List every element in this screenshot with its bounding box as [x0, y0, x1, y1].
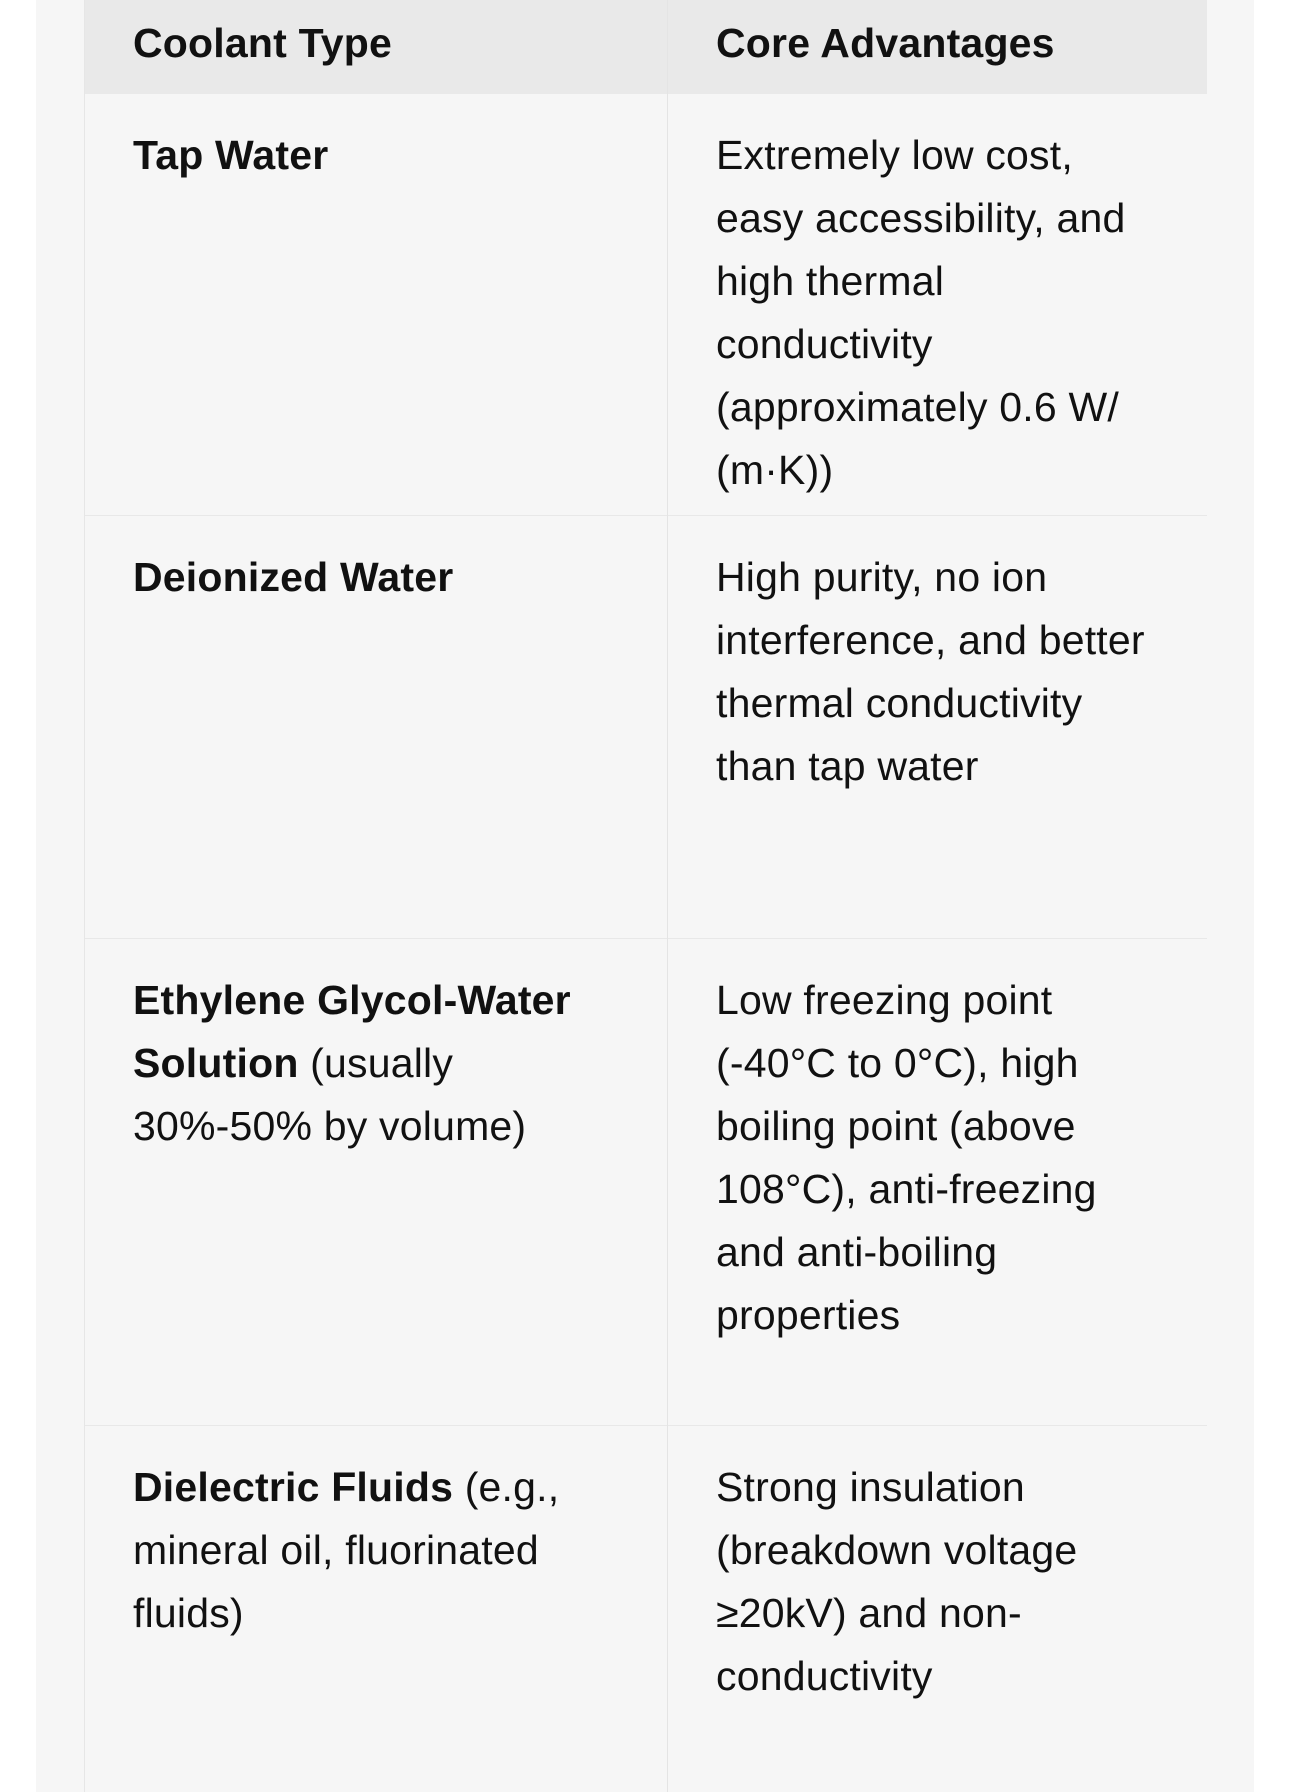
- advantage-line: (approximately 0.6 W/: [716, 384, 1119, 430]
- advantage-line: Extremely low cost,: [716, 132, 1073, 178]
- coolant-type-name: Tap Water: [133, 132, 329, 178]
- advantage-line: (m·K)): [716, 447, 834, 493]
- column-divider: [667, 0, 668, 1792]
- coolant-type-line: [133, 969, 653, 1032]
- advantage-line: easy accessibility, and: [716, 195, 1126, 241]
- advantage-line: boiling point (above: [716, 1103, 1076, 1149]
- core-advantages-cell: [716, 1456, 1196, 1708]
- coolant-type-cell: [133, 969, 653, 1158]
- table-row: [85, 94, 1207, 516]
- advantage-line: properties: [716, 1292, 901, 1338]
- table-header-row: [85, 0, 1207, 94]
- advantage-line: thermal conductivity: [716, 680, 1083, 726]
- core-advantages-cell: [716, 546, 1196, 798]
- coolant-type-note: 30%-50% by volume): [133, 1103, 527, 1149]
- advantage-line: than tap water: [716, 743, 979, 789]
- advantage-line: and anti-boiling: [716, 1229, 998, 1275]
- coolant-type-name: Solution: [133, 1040, 299, 1086]
- table-row: [85, 939, 1207, 1426]
- coolant-type-name: Ethylene Glycol-Water: [133, 977, 571, 1023]
- advantage-line: Strong insulation: [716, 1464, 1025, 1510]
- coolant-type-name: Dielectric Fluids: [133, 1464, 454, 1510]
- header-coolant-type: Coolant Type: [133, 20, 393, 66]
- coolant-type-note: (usually: [298, 1040, 454, 1086]
- coolant-type-line: [133, 1456, 653, 1519]
- coolant-type-line: [133, 1032, 653, 1095]
- advantage-line: conductivity: [716, 1653, 933, 1699]
- coolant-type-note: fluids): [133, 1590, 244, 1636]
- advantage-line: ≥20kV) and non-: [716, 1590, 1022, 1636]
- advantage-line: High purity, no ion: [716, 554, 1048, 600]
- advantage-line: (-40°C to 0°C), high: [716, 1040, 1079, 1086]
- header-core-advantages: Core Advantages: [716, 20, 1055, 66]
- advantage-line: Low freezing point: [716, 977, 1053, 1023]
- advantage-line: (breakdown voltage: [716, 1527, 1078, 1573]
- advantage-line: interference, and better: [716, 617, 1145, 663]
- coolant-type-line: [133, 546, 653, 609]
- advantage-line: high thermal: [716, 258, 945, 304]
- coolant-type-note: (e.g.,: [453, 1464, 560, 1510]
- core-advantages-cell: [716, 124, 1196, 502]
- coolant-type-cell: [133, 1456, 653, 1645]
- coolant-type-cell: [133, 124, 653, 187]
- coolant-type-line: [133, 1519, 653, 1582]
- coolant-type-line: [133, 124, 653, 187]
- coolant-type-cell: [133, 546, 653, 609]
- coolant-type-note: mineral oil, fluorinated: [133, 1527, 539, 1573]
- advantage-line: 108°C), anti-freezing: [716, 1166, 1097, 1212]
- coolant-table: [84, 0, 1207, 1792]
- table-row: [85, 1426, 1207, 1792]
- coolant-type-line: [133, 1095, 653, 1158]
- advantage-line: conductivity: [716, 321, 933, 367]
- core-advantages-cell: [716, 969, 1196, 1347]
- coolant-type-line: [133, 1582, 653, 1645]
- coolant-type-name: Deionized Water: [133, 554, 454, 600]
- table-row: [85, 516, 1207, 939]
